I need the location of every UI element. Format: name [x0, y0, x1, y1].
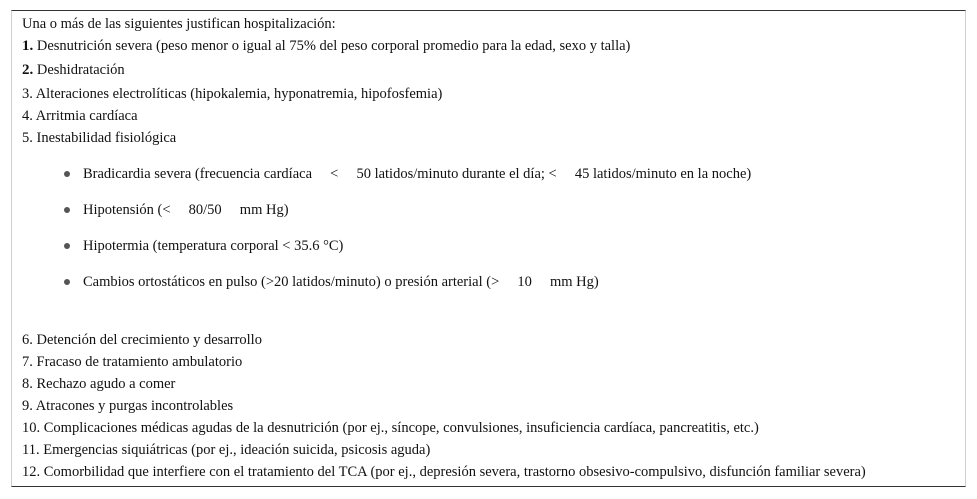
- bullet-item: [64, 237, 343, 255]
- bullet-text: Hipotensión (< 80/50 mm Hg): [83, 202, 289, 218]
- criterion-1: [22, 37, 630, 55]
- criterion-text: Arritmia cardíaca: [32, 108, 138, 124]
- criterion-10: 10. Complicaciones médicas agudas de la desnutrición (por ej., síncope, convulsiones, insuficiencia cardíaca, pancreatitis, etc.): [22, 420, 759, 436]
- criteria-table: [11, 10, 966, 487]
- bullet-text: Bradicardia severa (frecuencia cardíaca < 50 latidos/minuto durante el día; < 45 latidos/minuto en la noche): [83, 166, 752, 182]
- bullet-dot-icon: [64, 243, 70, 249]
- criterion-text: Deshidratación: [33, 62, 125, 78]
- criterion-text: Alteraciones electrolíticas (hipokalemia, hyponatremia, hipofosfemia): [32, 86, 443, 102]
- criterion-6: 6. Detención del crecimiento y desarrollo: [22, 332, 262, 348]
- bullet-text: Cambios ortostáticos en pulso (>20 latidos/minuto) o presión arterial (> 10 mm Hg): [83, 274, 599, 290]
- criterion-number: 3.: [22, 86, 33, 102]
- criterion-text: Inestabilidad fisiológica: [32, 130, 177, 146]
- bullet-dot-icon: [64, 171, 70, 177]
- criterion-3: [22, 85, 442, 103]
- criterion-8: 8. Rechazo agudo a comer: [22, 376, 176, 392]
- criterion-number: 5.: [22, 130, 33, 146]
- criterion-number: 2.: [22, 62, 34, 78]
- bullet-item: [64, 273, 599, 291]
- bullet-item: [64, 201, 289, 219]
- criterion-number: 1.: [22, 38, 34, 54]
- criterion-9: 9. Atracones y purgas incontrolables: [22, 398, 234, 414]
- criterion-5: [22, 129, 176, 147]
- criterion-number: 4.: [22, 108, 33, 124]
- intro-text: Una o más de las siguientes justifican hospitalización:: [22, 16, 336, 32]
- criterion-4: [22, 107, 138, 125]
- bullet-item: [64, 165, 751, 183]
- criterion-12: 12. Comorbilidad que interfiere con el tratamiento del TCA (por ej., depresión severa, trastorno obsesivo-compulsivo, disfunción familiar severa): [22, 464, 866, 480]
- bullet-text: Hipotermia (temperatura corporal < 35.6 °C): [83, 238, 344, 254]
- bullet-dot-icon: [64, 207, 70, 213]
- bullet-dot-icon: [64, 279, 70, 285]
- criterion-text: Desnutrición severa (peso menor o igual al 75% del peso corporal promedio para la edad, sexo y talla): [33, 38, 631, 54]
- criterion-7: 7. Fracaso de tratamiento ambulatorio: [22, 354, 243, 370]
- criterion-2: [22, 61, 125, 79]
- criterion-11: 11. Emergencias siquiátricas (por ej., ideación suicida, psicosis aguda): [22, 442, 431, 458]
